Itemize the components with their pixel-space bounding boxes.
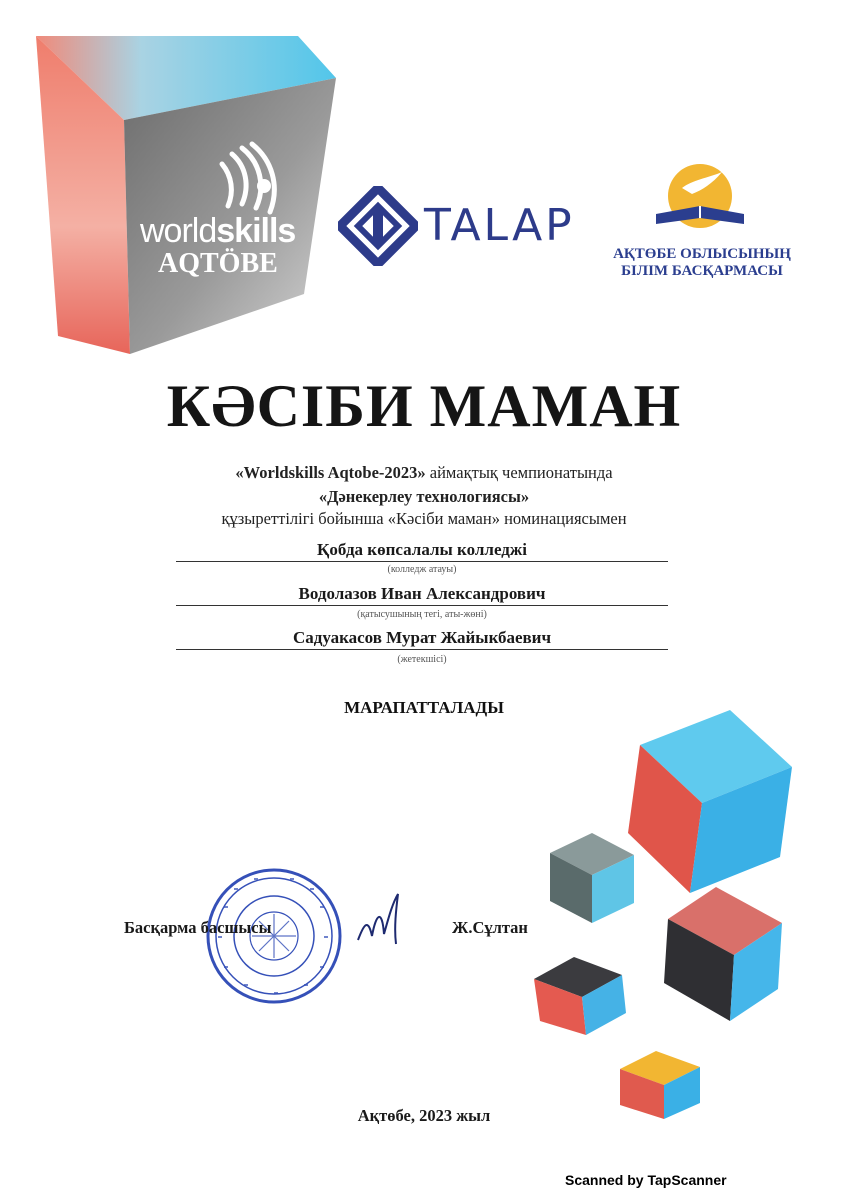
competence-name: «Дәнекерлеу технологиясы» bbox=[318, 487, 530, 506]
place-and-year: Ақтөбе, 2023 жыл bbox=[357, 1106, 491, 1125]
college-field: Қобда көпсалалы колледжі bbox=[176, 540, 668, 562]
supervisor-field: Садуакасов Мурат Жайыкбаевич bbox=[176, 628, 668, 650]
education-department-emblem bbox=[652, 160, 748, 230]
championship-line-rest: аймақтық чемпионатында bbox=[425, 463, 613, 482]
worldskills-word-skills: skills bbox=[216, 212, 296, 250]
signature-mark bbox=[352, 884, 422, 954]
scanner-watermark: Scanned by TapScanner bbox=[565, 1172, 727, 1188]
worldskills-city: AQTÖBE bbox=[158, 248, 278, 279]
signatory-position: Басқарма басшысы bbox=[124, 918, 272, 937]
education-department-name bbox=[596, 246, 808, 280]
championship-name: «Worldskills Aqtobe-2023» bbox=[235, 463, 426, 482]
participant-field: Водолазов Иван Александрович bbox=[176, 584, 668, 606]
award-text: МАРАПАТТАЛАДЫ bbox=[344, 698, 504, 717]
worldskills-word-world: world bbox=[140, 212, 217, 250]
decorative-cubes bbox=[530, 705, 830, 1125]
signatory-name: Ж.Сұлтан bbox=[452, 918, 528, 937]
cube-large bbox=[628, 710, 792, 893]
participant-caption: (қатысушының тегі, аты-жөні) bbox=[357, 609, 487, 620]
worldskills-wordmark bbox=[140, 212, 295, 251]
talap-logo-text: TALAP bbox=[424, 200, 575, 251]
college-caption: (колледж атауы) bbox=[387, 564, 457, 575]
supervisor-caption: (жетекшісі) bbox=[397, 654, 447, 665]
talap-logo-icon bbox=[338, 186, 418, 266]
worldskills-logo bbox=[36, 36, 336, 356]
cube-grey bbox=[550, 833, 634, 923]
education-department-line2: БІЛІМ БАСҚАРМАСЫ bbox=[621, 263, 783, 279]
cube-small-red bbox=[534, 957, 626, 1035]
nomination-line: құзыреттілігі бойынша «Кәсіби маман» номинациясымен bbox=[221, 509, 627, 528]
education-department-line1: АҚТӨБЕ ОБЛЫСЫНЫҢ bbox=[613, 246, 791, 262]
certificate-title: КӘСІБИ МАМАН bbox=[166, 373, 682, 439]
championship-line bbox=[0, 463, 848, 483]
cube-dark bbox=[664, 887, 782, 1021]
worldskills-logo-graphic bbox=[36, 36, 336, 356]
